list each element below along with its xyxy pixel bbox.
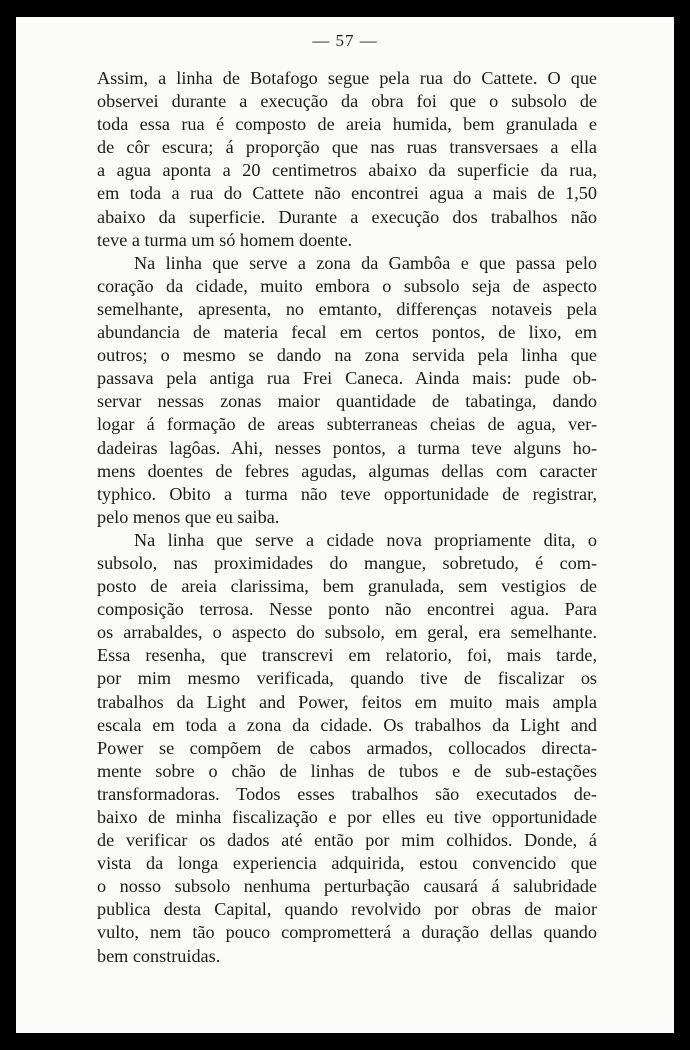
text-line: abaixo da superficie. Durante a execução dos trabalhos não bbox=[97, 206, 597, 227]
paragraph bbox=[97, 252, 597, 529]
text-line: Essa resenha, que transcrevi em relatorio, foi, mais tarde, bbox=[97, 645, 597, 666]
text-line: em toda a rua do Cattete não encontrei agua a mais de 1,50 bbox=[97, 183, 597, 204]
text-line: de côr escura; á proporção que nas ruas transversaes a ella bbox=[97, 137, 597, 158]
text-line: trabalhos da Light and Power, feitos em muito mais ampla bbox=[97, 691, 597, 712]
paragraph bbox=[97, 67, 597, 252]
book-page bbox=[16, 17, 674, 1033]
paragraph bbox=[97, 529, 597, 968]
text-line: toda essa rua é composto de areia humida, bem granulada e bbox=[97, 114, 597, 135]
body-text bbox=[97, 67, 597, 968]
text-line: transformadoras. Todos esses trabalhos são executados de- bbox=[97, 783, 597, 804]
text-line: Assim, a linha de Botafogo segue pela rua do Cattete. O que bbox=[97, 68, 597, 88]
text-line: vulto, nem tão pouco comprometterá a duração dellas quando bbox=[97, 922, 597, 943]
text-line: Na linha que serve a cidade nova propriamente dita, o bbox=[134, 529, 597, 550]
text-line: a agua aponta a 20 centimetros abaixo da superficie da rua, bbox=[97, 160, 597, 181]
text-line: vista da longa experiencia adquirida, estou convencido que bbox=[97, 853, 597, 874]
page-number: — 57 — bbox=[312, 31, 378, 50]
text-line: mente sobre o chão de linhas de tubos e de sub-estações bbox=[97, 760, 597, 781]
text-line: publica desta Capital, quando revolvido por obras de maior bbox=[97, 899, 597, 920]
text-line: pelo menos que eu saiba. bbox=[97, 506, 280, 527]
text-line: posto de areia clarissima, bem granulada, sem vestigios de bbox=[97, 576, 597, 597]
text-line: os arrabaldes, o aspecto do subsolo, em geral, era semelhante. bbox=[97, 622, 597, 643]
text-line: dadeiras lagôas. Ahi, nesses pontos, a turma teve alguns ho- bbox=[97, 437, 597, 458]
text-line: o nosso subsolo nenhuma perturbação causará á salubridade bbox=[97, 876, 597, 897]
text-line: de verificar os dados até então por mim colhidos. Donde, á bbox=[97, 830, 597, 851]
text-line: servar nessas zonas maior quantidade de tabatinga, dando bbox=[97, 391, 597, 412]
text-line: baixo de minha fiscalização e por elles eu tive opportunidade bbox=[97, 807, 597, 827]
text-line: passava pela antiga rua Frei Caneca. Ainda mais: pude ob- bbox=[97, 368, 597, 389]
text-line: abundancia de materia fecal em certos pontos, de lixo, em bbox=[97, 322, 597, 343]
text-line: composição terrosa. Nesse ponto não encontrei agua. Para bbox=[97, 599, 597, 620]
text-line: Na linha que serve a zona da Gambôa e que passa pelo bbox=[134, 252, 597, 273]
text-line: semelhante, apresenta, no emtanto, differenças notaveis pela bbox=[97, 298, 597, 319]
text-line: mens doentes de febres agudas, algumas dellas com caracter bbox=[97, 460, 597, 481]
text-line: Power se compõem de cabos armados, collocados directa- bbox=[97, 737, 597, 758]
text-line: por mim mesmo verificada, quando tive de fiscalizar os bbox=[97, 668, 597, 689]
text-line: coração da cidade, muito embora o subsolo seja de aspecto bbox=[97, 275, 597, 296]
text-line: subsolo, nas proximidades do mangue, sobretudo, é com- bbox=[97, 552, 597, 573]
text-line: typhico. Obito a turma não teve opportunidade de registrar, bbox=[97, 483, 597, 504]
text-line: escala em toda a zona da cidade. Os trabalhos da Light and bbox=[97, 714, 597, 735]
text-line: bem construidas. bbox=[97, 945, 221, 966]
text-line: observei durante a execução da obra foi que o subsolo de bbox=[97, 91, 597, 112]
text-line: logar á formação de areas subterraneas cheias de agua, ver- bbox=[97, 414, 597, 435]
text-line: outros; o mesmo se dando na zona servida pela linha que bbox=[97, 345, 597, 366]
text-line: teve a turma um só homem doente. bbox=[97, 229, 353, 250]
